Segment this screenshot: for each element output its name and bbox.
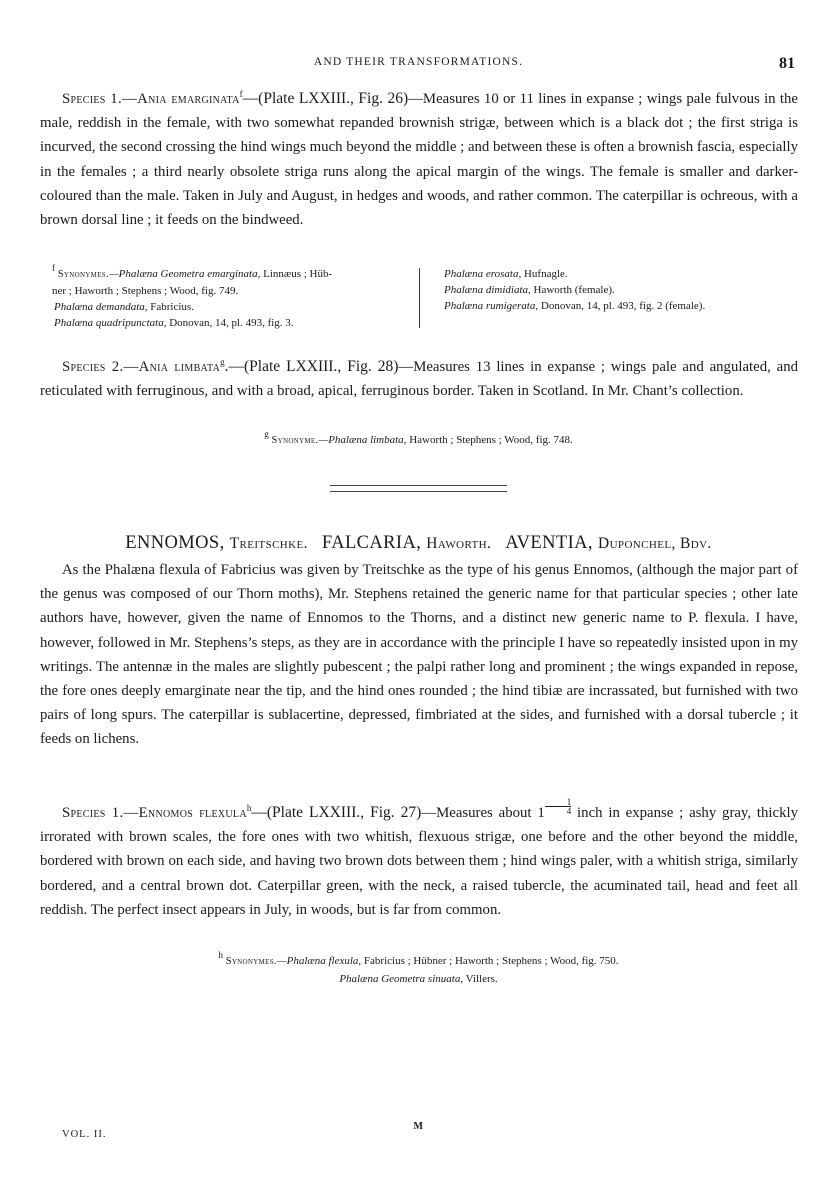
section-separator-rule [330, 485, 507, 492]
synonym-name: Phalæna dimidiata, [444, 284, 531, 296]
plate-reference: —(Plate LXXIII., Fig. 27) [251, 804, 422, 821]
footnote-line [444, 282, 804, 298]
synonym-authority: Fabricius. [147, 301, 194, 313]
synonym-name: Phalæna quadripunctata, [54, 317, 167, 329]
footnote-line [52, 315, 412, 331]
footnote-label: Synonyme. [271, 435, 319, 446]
species-ania-limbata-paragraph [40, 355, 798, 403]
genus-author: Treitschke. [229, 535, 308, 552]
footnote-f-left-column [52, 263, 412, 331]
synonym-name: Phalæna erosata, [444, 268, 522, 280]
synonym-name: Phalæna Geometra sinuata, [339, 973, 464, 985]
synonym-authority: Villers. [463, 973, 498, 985]
fraction-denominator: 4 [566, 806, 572, 816]
footnote-line [52, 283, 412, 299]
species-description-start: —Measures about 1 [421, 805, 545, 821]
species-description: —Measures 13 lines in expanse ; wings pale and angulated, and reticulated with ferruginous, and with a broad, apical, ferruginous border. Taken in Scotland. In Mr. Chant’s collection. [40, 359, 798, 400]
footnote-line [444, 298, 804, 314]
species-label: Species 1. [62, 91, 122, 107]
synonym-authority: Haworth (female). [530, 284, 615, 296]
genus-description-paragraph: As the Phalæna flexula of Fabricius was given by Treitschke as the type of his genus Ennomos, (although the major part of the genus was composed of our Thorn moths), Mr. Stephens retained the generic name for that particular species ; other late authors have, however, given the name of Ennomos to the Thorns, and a distinct new generic name to P. flexula. I have, however, followed in Mr. Stephens’s steps, as they are in accordance with the principle I have so repeatedly insisted upon in my writings. The antennæ in the males are slightly pubescent ; the palpi rather long and prominent ; the wings expanded in repose, the fore ones deeply emarginate near the tip, and the hind ones rounded ; the hind tibiæ are incrassated, but furnished with two pairs of long spurs. The caterpillar is sublacertine, depressed, fimbriated at the sides, and furnished with a dorsal tubercle ; it feeds on lichens. [40, 562, 798, 748]
species-name: —Ennomos flexula [123, 805, 247, 821]
plate-reference: .—(Plate LXXIII., Fig. 28) [224, 358, 399, 375]
footnote-marker: h [218, 950, 223, 960]
species-description-rest: inch in expanse ; ashy gray, thickly irrorated with brown scales, the fore ones with two whitish, flexuous strigæ, one before and the other beyond the middle, bordered with brown on each side, and having two brown dots between them ; hind wings paler, with a whitish striga, similarly bordered, and a central brown dot. Caterpillar green, with the neck, a raised tubercle, the acuminated tail, head and feet all reddish. The perfect insect appears in July, in woods, but is far from common. [40, 805, 798, 918]
fraction [545, 798, 572, 815]
synonym-authority: Hufnagle. [521, 268, 568, 280]
footnote-label: Synonymes. [225, 956, 277, 967]
genus-name: FALCARIA, [321, 533, 422, 553]
footnote-marker: f [52, 263, 55, 273]
synonym-name: —Phalæna Geometra emarginata, [108, 268, 261, 280]
species-ennomos-flexula-paragraph [40, 798, 798, 922]
synonym-authority: ner ; Haworth ; Stephens ; Wood, fig. 749. [52, 285, 239, 297]
species-label: Species 2. [62, 359, 124, 375]
genus-author: Duponchel, Bdv. [597, 535, 712, 552]
genus-heading [0, 533, 837, 554]
synonym-name: Phalæna rumigerata, [444, 300, 539, 312]
footnote-h-line2 [0, 971, 837, 987]
signature-mark: M [413, 1121, 424, 1132]
footnote-line [444, 266, 804, 282]
footnote-marker: g [264, 429, 269, 439]
synonym-authority: Donovan, 14, pl. 493, fig. 2 (female). [538, 300, 706, 312]
fraction-numerator: 1 [545, 798, 572, 807]
volume-label: VOL. II. [62, 1129, 107, 1140]
footnote-g [0, 429, 837, 449]
synonym-authority: Haworth ; Stephens ; Wood, fig. 748. [406, 434, 573, 446]
species-ania-emarginata-paragraph [40, 87, 798, 232]
footnote-ref: f [239, 89, 243, 99]
footnote-ref: g [220, 357, 225, 367]
plate-reference: —(Plate LXXIII., Fig. 26) [242, 90, 409, 107]
footnote-line [52, 263, 412, 283]
footnote-column-divider [419, 268, 420, 328]
species-description: —Measures 10 or 11 lines in expanse ; wings pale fulvous in the male, reddish in the female, with two somewhat repanded brownish strigæ, between which is a black dot ; the first striga is incurved, the second crossing the hind wings much beyond the middle ; and between these is often a brownish fascia, especially in the females ; a third nearly obsolete striga runs along the apical margin of the wings. The female is smaller and darker-coloured than the male. Taken in July and August, in hedges and woods, and rather common. The caterpillar is ochreous, with a brown dorsal line ; it feeds on the bindweed. [40, 91, 798, 229]
footnote-label: Synonymes. [57, 269, 109, 280]
species-name: —Ania limbata [123, 359, 221, 375]
synonym-name: —Phalæna flexula, [276, 955, 362, 967]
footnote-f-right-column [444, 266, 804, 314]
genus-name: AVENTIA, [505, 533, 593, 553]
synonym-authority: Donovan, 14, pl. 493, fig. 3. [166, 317, 294, 329]
genus-name: ENNOMOS, [125, 533, 225, 553]
synonym-authority: Linnæus ; Hüb- [260, 268, 333, 280]
synonym-name: —Phalæna limbata, [318, 434, 407, 446]
footnote-h-line1 [0, 950, 837, 970]
footnote-line [52, 299, 412, 315]
synonym-name: Phalæna demandata, [54, 301, 148, 313]
synonym-authority: Fabricius ; Hübner ; Haworth ; Stephens ; Wood, fig. 750. [361, 955, 619, 967]
page-number: 81 [779, 55, 795, 72]
genus-author: Haworth. [426, 535, 492, 552]
footnote-ref: h [246, 803, 252, 813]
species-label: Species 1. [62, 805, 124, 821]
running-head: AND THEIR TRANSFORMATIONS. [313, 56, 524, 68]
species-name: —Ania emarginata [121, 91, 240, 107]
